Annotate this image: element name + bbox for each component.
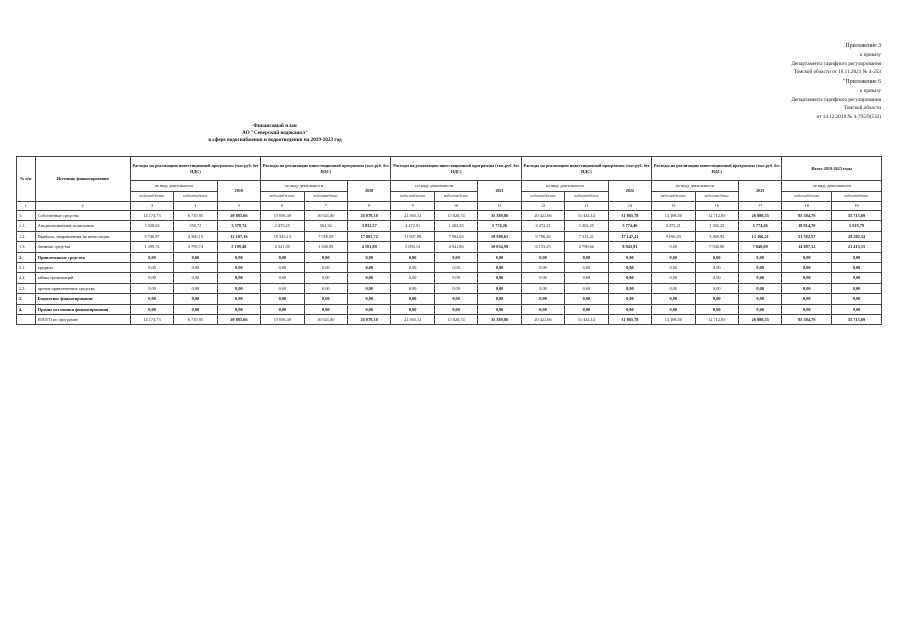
row-value: 35 389,86 — [478, 314, 521, 324]
column-number: 7 — [304, 202, 347, 211]
row-value: 0,00 — [304, 252, 347, 262]
row-value: 0,00 — [478, 294, 521, 304]
row-value: 0,00 — [695, 262, 738, 272]
row-name: Амортизационные отчисления — [35, 221, 130, 231]
row-value: 14 174,73 — [130, 211, 173, 221]
row-value: 0,00 — [565, 262, 608, 272]
row-value: 0,00 — [391, 262, 434, 272]
column-number: 16 — [695, 202, 738, 211]
header-water-supply: водоснабжение — [521, 192, 564, 202]
column-number: 6 — [261, 202, 304, 211]
row-number: 1.2. — [17, 231, 36, 241]
column-number: 18 — [782, 202, 832, 211]
row-value: 0,00 — [434, 304, 477, 314]
header-activity: по виду деятельности — [521, 181, 608, 192]
row-value: 0,00 — [130, 252, 173, 262]
header-activity: по виду деятельности — [261, 181, 348, 192]
table-row — [17, 221, 882, 231]
row-value: 0,00 — [652, 294, 695, 304]
row-value: 0,00 — [478, 283, 521, 293]
row-number: 2.3. — [17, 283, 36, 293]
row-value: 0,00 — [130, 262, 173, 272]
row-name: Привлеченные средства — [35, 252, 130, 262]
row-value: 15 056,38 — [261, 211, 304, 221]
row-value: 0,00 — [478, 273, 521, 283]
row-value: 550,72 — [174, 221, 217, 231]
row-number: 1. — [17, 211, 36, 221]
row-value: 0,00 — [130, 273, 173, 283]
appendix6-line: Томской области — [843, 105, 881, 112]
row-value: 31 865,78 — [608, 314, 651, 324]
row-value: 14 168,50 — [652, 314, 695, 324]
row-value: 0,00 — [478, 262, 521, 272]
header-water-supply: водоснабжение — [130, 192, 173, 202]
row-value: 0,00 — [521, 304, 564, 314]
column-number: 10 — [434, 202, 477, 211]
row-value: 6 153,25 — [521, 242, 564, 252]
row-value: 2 470,25 — [261, 221, 304, 231]
row-value: 12 712,05 — [695, 314, 738, 324]
row-value: 0,00 — [217, 283, 260, 293]
row-name: займы организаций — [35, 273, 130, 283]
row-value: 0,00 — [478, 252, 521, 262]
row-value: 8 943,91 — [608, 242, 651, 252]
header-group: Расходы на реализацию инвестиционной программы (тыс.руб. без НДС) — [261, 157, 391, 181]
column-number: 17 — [738, 202, 781, 211]
row-value: 0,00 — [565, 294, 608, 304]
header-activity: по виду деятельности — [652, 181, 739, 192]
row-value: 21 563,12 — [391, 314, 434, 324]
row-value: 5 774,46 — [738, 221, 781, 231]
row-value: 0,00 — [521, 252, 564, 262]
row-value: 0,00 — [130, 294, 173, 304]
row-value: 0,00 — [782, 283, 832, 293]
row-value: 0,00 — [217, 273, 260, 283]
row-value: 0,00 — [652, 273, 695, 283]
header-year: 2022 — [608, 181, 651, 202]
column-number: 8 — [347, 202, 390, 211]
row-value: 0,00 — [261, 304, 304, 314]
column-number: 14 — [608, 202, 651, 211]
appendix6-line: к приказу — [859, 87, 881, 94]
row-value: 1 302,25 — [695, 221, 738, 231]
row-value: 15 056,38 — [261, 314, 304, 324]
row-value: 0,00 — [391, 283, 434, 293]
row-value: 5 019,79 — [832, 221, 882, 231]
row-value: 10 345,13 — [261, 231, 304, 241]
row-value: 0,00 — [391, 252, 434, 262]
table-body — [17, 211, 882, 325]
row-value: 17 863,72 — [347, 231, 390, 241]
row-value: 0,00 — [391, 304, 434, 314]
row-value: 0,00 — [347, 304, 390, 314]
header-activity: по виду деятельности — [782, 181, 882, 192]
row-value: 0,00 — [738, 283, 781, 293]
header-activity: по виду деятельности — [391, 181, 478, 192]
row-value: 0,00 — [782, 273, 832, 283]
row-value: 7 940,00 — [695, 242, 738, 252]
header-group: Расходы на реализацию инвестиционной программы (тыс.руб. без НДС) — [521, 157, 651, 181]
table-row — [17, 242, 882, 252]
row-value: 0,00 — [391, 273, 434, 283]
row-value: 25 078,18 — [347, 211, 390, 221]
document-title — [160, 123, 390, 145]
row-value: 14 168,50 — [652, 211, 695, 221]
row-value: 0,00 — [347, 283, 390, 293]
appendix6-line: Департамента тарифного регулирования — [791, 96, 881, 103]
appendix3-line: к приказу — [859, 51, 881, 58]
row-value: 0,00 — [217, 252, 260, 262]
appendix-6-header — [791, 78, 881, 122]
table-row — [17, 273, 882, 283]
row-value: 20 421,66 — [521, 314, 564, 324]
row-value: 4 472,01 — [391, 221, 434, 231]
row-value: 0,00 — [565, 252, 608, 262]
row-value: 0,00 — [608, 273, 651, 283]
column-number: 12 — [521, 202, 564, 211]
column-number: 3 — [130, 202, 173, 211]
row-value: 0,00 — [521, 283, 564, 293]
row-number: 2.2. — [17, 273, 36, 283]
column-number: 5 — [217, 202, 260, 211]
row-value: 0,00 — [521, 262, 564, 272]
row-value: 0,00 — [130, 304, 173, 314]
row-value: 3 032,57 — [347, 221, 390, 231]
row-value: 6 710,95 — [174, 211, 217, 221]
header-water-disposal: водоотведение — [565, 192, 608, 202]
header-water-supply: водоснабжение — [391, 192, 434, 202]
header-water-disposal: водоотведение — [434, 192, 477, 202]
appendix6-line: от 14.12.2018 № 4-795/9(532) — [816, 114, 881, 121]
table-row — [17, 283, 882, 293]
row-value: 12 712,05 — [695, 211, 738, 221]
title-line-2: АО "Северский водоканал" — [242, 130, 308, 137]
row-value: 4 472,21 — [652, 221, 695, 231]
row-value: 0,00 — [261, 294, 304, 304]
header-year: 2021 — [478, 181, 521, 202]
header-group: Расходы на реализацию инвестиционной программы (тыс.руб. без НДС) — [391, 157, 521, 181]
row-value: 0,00 — [347, 262, 390, 272]
row-value: 3 469,92 — [695, 231, 738, 241]
row-value: 0,00 — [652, 304, 695, 314]
row-value: 5 093,13 — [391, 242, 434, 252]
header-water-disposal: водоотведение — [695, 192, 738, 202]
row-value: 0,00 — [695, 294, 738, 304]
appendix3-line: Томской области от 10.11.2021 № 4-253 — [793, 69, 881, 76]
row-value: 0,00 — [261, 273, 304, 283]
row-value: 20 885,66 — [217, 211, 260, 221]
row-value: 51 582,57 — [782, 231, 832, 241]
row-value: 0,00 — [217, 304, 260, 314]
row-value: 0,00 — [565, 304, 608, 314]
row-number: 2.1. — [17, 262, 36, 272]
row-value: 19 580,61 — [478, 231, 521, 241]
row-value: 0,00 — [174, 304, 217, 314]
row-value: 0,00 — [174, 273, 217, 283]
row-value: 11 444,12 — [565, 211, 608, 221]
title-line-1: Финансовый план — [253, 123, 297, 129]
row-value: 0,00 — [652, 242, 695, 252]
header-water-disposal: водоотведение — [304, 192, 347, 202]
row-value: 9 796,20 — [521, 231, 564, 241]
row-number — [17, 314, 36, 324]
row-value: 13 826,74 — [434, 211, 477, 221]
header-group: Расходы на реализацию инвестиционной программы (тыс.руб. без НДС) — [652, 157, 782, 181]
row-value: 3 028,02 — [130, 221, 173, 231]
row-value: 0,00 — [695, 273, 738, 283]
row-number: 2. — [17, 252, 36, 262]
row-value: 0,00 — [434, 283, 477, 293]
row-value: 0,00 — [695, 304, 738, 314]
row-value: 0,00 — [304, 304, 347, 314]
row-value: 0,00 — [565, 283, 608, 293]
row-value: 0,00 — [434, 273, 477, 283]
row-value: 0,00 — [832, 283, 882, 293]
row-value: 20 421,66 — [521, 211, 564, 221]
row-value: 0,00 — [608, 294, 651, 304]
header-group: Расходы на реализацию инвестиционной программы (тыс.руб. без НДС) — [130, 157, 260, 181]
row-value: 0,00 — [782, 304, 832, 314]
row-value: 0,00 — [347, 294, 390, 304]
row-value: 1 302,25 — [434, 221, 477, 231]
row-value: 0,00 — [608, 252, 651, 262]
row-value: 3 799,74 — [174, 242, 217, 252]
row-value: 35 389,86 — [478, 211, 521, 221]
row-value: 0,00 — [261, 252, 304, 262]
row-value: 0,00 — [174, 262, 217, 272]
header-activity: по виду деятельности — [130, 181, 217, 192]
row-value: 17 147,41 — [608, 231, 651, 241]
row-value: 0,00 — [832, 273, 882, 283]
row-value: 0,00 — [521, 294, 564, 304]
table-row — [17, 304, 882, 314]
column-number: 9 — [391, 202, 434, 211]
row-value: 0,00 — [261, 262, 304, 272]
row-value: 0,00 — [782, 262, 832, 272]
row-value: 0,00 — [347, 252, 390, 262]
header-water-supply: водоснабжение — [261, 192, 304, 202]
row-value: 13 826,74 — [434, 314, 477, 324]
row-value: 2 241,00 — [261, 242, 304, 252]
table-row — [17, 314, 882, 324]
row-value: 3 578,74 — [217, 221, 260, 231]
row-value: 0,00 — [130, 283, 173, 293]
row-value: 562,32 — [304, 221, 347, 231]
row-value: 0,00 — [304, 262, 347, 272]
row-value: 6 710,95 — [174, 314, 217, 324]
row-value: 0,00 — [738, 294, 781, 304]
column-number: 13 — [565, 202, 608, 211]
row-value: 1 399,74 — [130, 242, 173, 252]
row-value: 25 078,18 — [347, 314, 390, 324]
row-value: 0,00 — [304, 283, 347, 293]
row-name: ИТОГО по программе — [35, 314, 130, 324]
row-value: 7 940,00 — [738, 242, 781, 252]
appendix-3-header — [791, 42, 881, 77]
table-row — [17, 294, 882, 304]
row-value: 0,00 — [521, 273, 564, 283]
row-value: 0,00 — [832, 262, 882, 272]
header-water-disposal: водоотведение — [174, 192, 217, 202]
row-value: 0,00 — [782, 252, 832, 262]
header-year: 2020 — [347, 181, 390, 202]
row-value: 0,00 — [174, 252, 217, 262]
row-value: 4 472,21 — [521, 221, 564, 231]
title-line-3: в сфере водоснабжения и водоотведения на 2019-2023 год — [208, 137, 342, 144]
table-row — [17, 252, 882, 262]
row-name: Бюджетное финансирование — [35, 294, 130, 304]
row-value: 5 199,48 — [217, 242, 260, 252]
row-value: 28 282,54 — [832, 231, 882, 241]
row-value: 0,00 — [217, 294, 260, 304]
row-value: 1 302,25 — [565, 221, 608, 231]
row-value: 0,00 — [832, 252, 882, 262]
row-value: 2 360,19 — [174, 231, 217, 241]
column-number: 4 — [174, 202, 217, 211]
row-value: 0,00 — [565, 273, 608, 283]
row-number: 4. — [17, 304, 36, 314]
row-name: прочие привлеченные средства — [35, 283, 130, 293]
row-value: 0,00 — [608, 283, 651, 293]
table-row — [17, 211, 882, 221]
row-value: 0,00 — [738, 252, 781, 262]
row-value: 0,00 — [174, 283, 217, 293]
row-value: 10 021,80 — [304, 314, 347, 324]
row-value: 5 774,46 — [608, 221, 651, 231]
row-number: 3. — [17, 294, 36, 304]
row-value: 1 940,89 — [304, 242, 347, 252]
header-year: 2023 — [738, 181, 781, 202]
row-value: 11 444,12 — [565, 314, 608, 324]
row-value: 0,00 — [738, 273, 781, 283]
row-value: 7 582,63 — [434, 231, 477, 241]
header-total-group: Итого 2019-2023 годы — [782, 157, 882, 181]
row-value: 12 107,16 — [217, 231, 260, 241]
row-name: кредиты — [35, 262, 130, 272]
row-name: Прибыль, направленная на инвестиции — [35, 231, 130, 241]
appendix3-line: Департамента тарифного регулирования — [791, 60, 881, 67]
row-value: 18 914,70 — [782, 221, 832, 231]
table-row — [17, 231, 882, 241]
table-header — [17, 157, 882, 211]
header-source: Источник финансирования — [35, 157, 130, 202]
row-value: 55 715,69 — [832, 211, 882, 221]
row-value: 0,00 — [304, 294, 347, 304]
row-value: 31 865,78 — [608, 211, 651, 221]
row-value: 5 774,26 — [478, 221, 521, 231]
row-value: 0,00 — [434, 252, 477, 262]
header-water-supply: водоснабжение — [652, 192, 695, 202]
appendix6-line: "Приложение 6 — [843, 79, 881, 85]
row-value: 9 696,29 — [652, 231, 695, 241]
row-value: 7 518,59 — [304, 231, 347, 241]
header-number: № п/п — [17, 157, 36, 202]
table-row — [17, 262, 882, 272]
row-value: 0,00 — [695, 252, 738, 262]
column-number: 1 — [17, 202, 36, 211]
row-value: 4 941,86 — [434, 242, 477, 252]
row-value: 0,00 — [608, 262, 651, 272]
row-value: 21 563,12 — [391, 211, 434, 221]
row-value: 21 413,15 — [832, 242, 882, 252]
row-value: 0,00 — [652, 283, 695, 293]
row-value: 2 790,66 — [565, 242, 608, 252]
row-value: 0,00 — [832, 304, 882, 314]
column-number: 15 — [652, 202, 695, 211]
row-value: 9 746,97 — [130, 231, 173, 241]
header-water-supply: водоснабжение — [782, 192, 832, 202]
column-number: 2 — [35, 202, 130, 211]
row-value: 85 384,79 — [782, 211, 832, 221]
header-water-disposal: водоотведение — [832, 192, 882, 202]
row-value: 14 887,12 — [782, 242, 832, 252]
row-value: 0,00 — [608, 304, 651, 314]
row-value: 10 034,99 — [478, 242, 521, 252]
row-value: 26 880,55 — [738, 211, 781, 221]
row-value: 0,00 — [738, 262, 781, 272]
row-value: 0,00 — [652, 252, 695, 262]
row-value: 0,00 — [695, 283, 738, 293]
row-value: 0,00 — [261, 283, 304, 293]
row-value: 0,00 — [217, 262, 260, 272]
row-value: 26 880,55 — [738, 314, 781, 324]
row-value: 0,00 — [174, 294, 217, 304]
row-value: 0,00 — [738, 304, 781, 314]
row-value: 0,00 — [304, 273, 347, 283]
row-value: 20 885,66 — [217, 314, 260, 324]
row-value: 0,00 — [391, 294, 434, 304]
row-value: 13 166,21 — [738, 231, 781, 241]
row-value: 0,00 — [832, 294, 882, 304]
row-number: 1.3. — [17, 242, 36, 252]
row-value: 7 351,21 — [565, 231, 608, 241]
row-value: 55 715,69 — [832, 314, 882, 324]
header-year: 2019 — [217, 181, 260, 202]
row-value: 14 174,73 — [130, 314, 173, 324]
row-value: 10 021,80 — [304, 211, 347, 221]
appendix3-line: Приложение 3 — [845, 43, 881, 49]
row-value: 4 181,89 — [347, 242, 390, 252]
column-number: 11 — [478, 202, 521, 211]
row-name: Заемные средства — [35, 242, 130, 252]
row-value: 0,00 — [652, 262, 695, 272]
financial-plan-table — [16, 156, 882, 325]
row-value: 0,00 — [478, 304, 521, 314]
row-value: 0,00 — [434, 294, 477, 304]
column-number: 19 — [832, 202, 882, 211]
row-value: 0,00 — [782, 294, 832, 304]
row-name: Прочие источники финансирования — [35, 304, 130, 314]
row-value: 0,00 — [434, 262, 477, 272]
row-number: 1.1. — [17, 221, 36, 231]
row-value: 0,00 — [347, 273, 390, 283]
row-value: 11 997,98 — [391, 231, 434, 241]
row-value: 85 384,79 — [782, 314, 832, 324]
row-name: Собственные средства — [35, 211, 130, 221]
